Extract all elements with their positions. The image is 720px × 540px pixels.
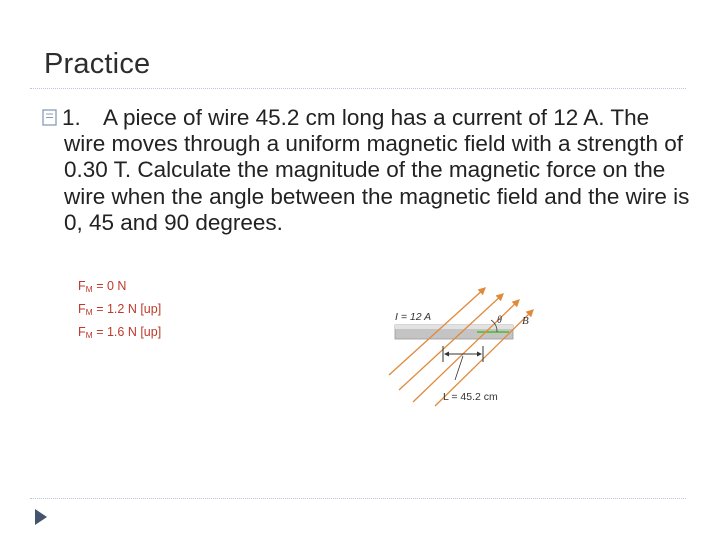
title-divider bbox=[30, 88, 686, 89]
field-line bbox=[399, 294, 503, 390]
next-slide-arrow-icon[interactable] bbox=[34, 508, 48, 526]
length-label: L = 45.2 cm bbox=[443, 391, 498, 403]
answer-line: $F_M = 1.2$ N [up] bbox=[78, 302, 162, 317]
current-label: I = 12 A bbox=[395, 311, 432, 323]
footer-divider bbox=[30, 498, 686, 499]
angle-label: θ bbox=[497, 315, 502, 326]
field-label: B bbox=[522, 315, 529, 327]
wire-field-diagram bbox=[385, 280, 535, 408]
slide-title: Practice bbox=[44, 48, 151, 80]
problem-number: 1. bbox=[62, 105, 81, 130]
bullet-square-icon bbox=[42, 109, 58, 127]
answer-line: $F_M = 1.6$ N [up] bbox=[78, 325, 162, 340]
answer-list bbox=[78, 274, 218, 349]
answer-line: $F_M = 0$ N bbox=[78, 279, 127, 294]
problem-text: A piece of wire 45.2 cm long has a current of 12 A. The wire moves through a uniform magnetic field with a strength of 0.30 T. Calculate the magnitude of the magnetic force on the wire when the angle between the magnetic field and the wire is 0, 45 and 90 degrees. bbox=[64, 105, 690, 235]
